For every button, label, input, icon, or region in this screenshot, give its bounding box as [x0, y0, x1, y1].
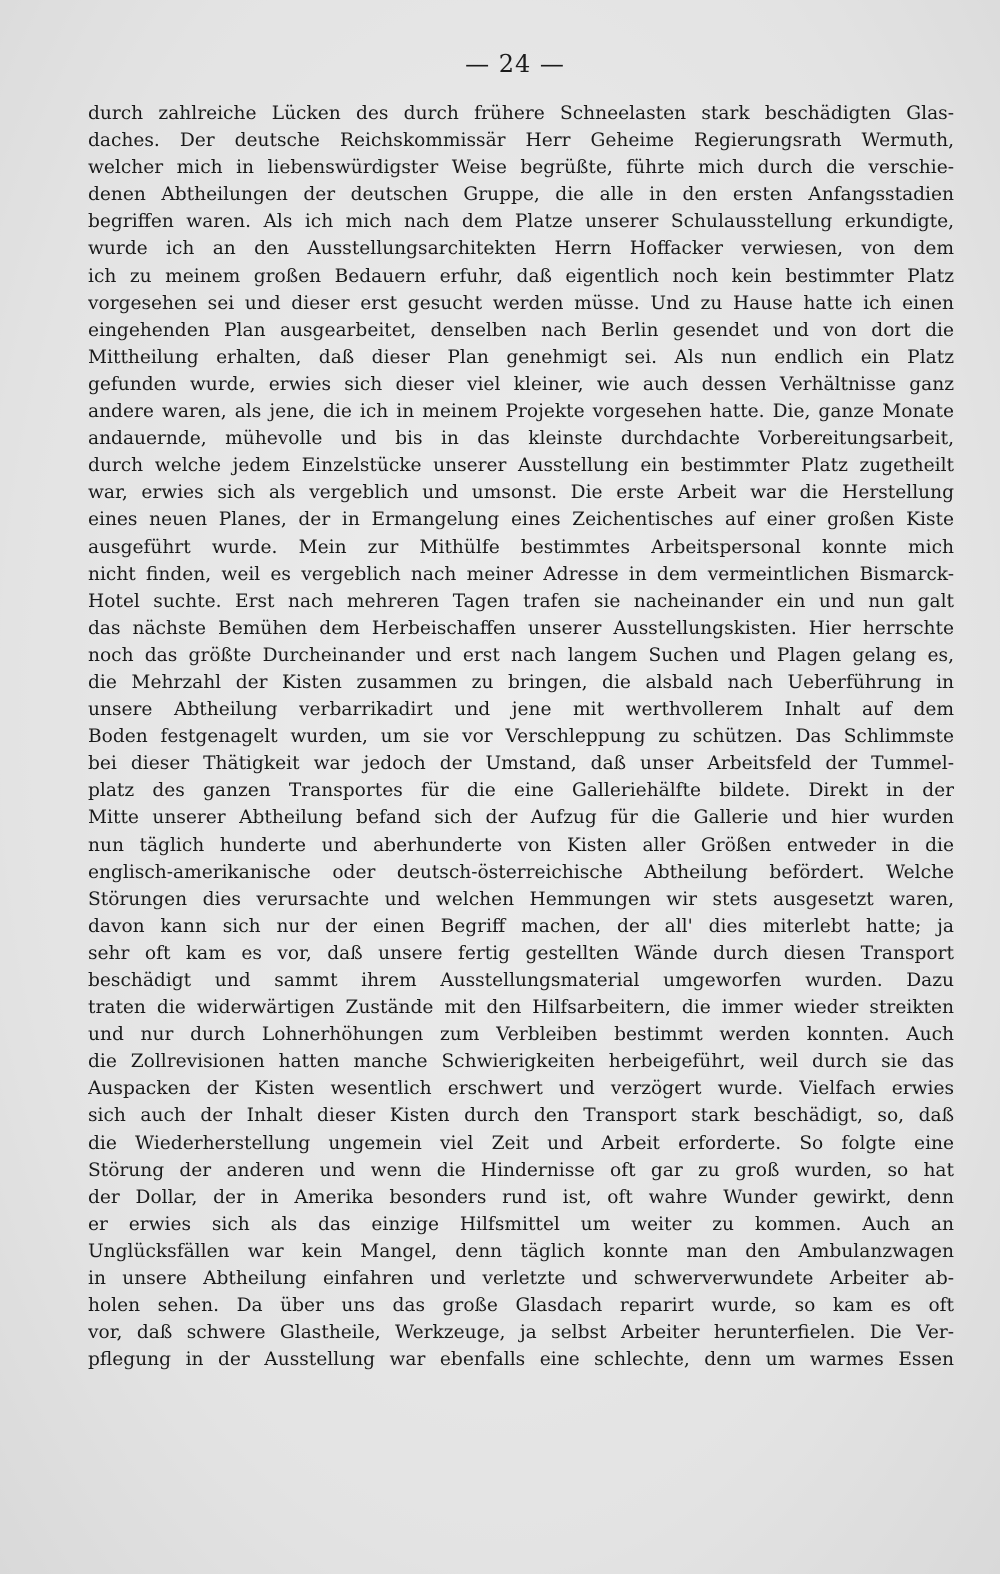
text-line: wurde ich an den Ausstellungsarchitekten Herrn Hoffacker verwiesen, von dem — [88, 238, 954, 260]
text-line: in unsere Abtheilung einfahren und verletzte und schwerverwundete Arbeiter ab- — [88, 1268, 954, 1290]
body-text — [88, 100, 954, 1373]
text-line: durch welche jedem Einzelstücke unserer Ausstellung ein bestimmter Platz zugetheilt — [88, 455, 954, 477]
text-line: die Zollrevisionen hatten manche Schwierigkeiten herbeigeführt, weil durch sie das — [88, 1051, 954, 1073]
text-line: denen Abtheilungen der deutschen Gruppe, die alle in den ersten Anfangsstadien — [88, 184, 954, 206]
text-line: nun täglich hunderte und aberhunderte von Kisten aller Größen entweder in die — [88, 834, 954, 856]
text-line: war, erwies sich als vergeblich und umsonst. Die erste Arbeit war die Herstellung — [88, 482, 954, 504]
text-line: bei dieser Thätigkeit war jedoch der Umstand, daß unser Arbeitsfeld der Tummel- — [88, 753, 954, 775]
text-line: nicht finden, weil es vergeblich nach meiner Adresse in dem vermeintlichen Bismarck- — [88, 563, 954, 585]
text-line: begriffen waren. Als ich mich nach dem Platze unserer Schulausstellung erkundigte, — [88, 211, 954, 233]
text-line: das nächste Bemühen dem Herbeischaffen unserer Ausstellungskisten. Hier herrschte — [88, 617, 954, 639]
text-line: englisch-amerikanische oder deutsch-österreichische Abtheilung befördert. Welche — [88, 861, 954, 883]
text-line: Hotel suchte. Erst nach mehreren Tagen trafen sie nacheinander ein und nun galt — [88, 590, 954, 612]
text-line: platz des ganzen Transportes für die eine Galleriehälfte bildete. Direkt in der — [88, 780, 954, 802]
text-line: traten die widerwärtigen Zustände mit den Hilfsarbeitern, die immer wieder streikten — [88, 997, 954, 1019]
text-line: Mitte unserer Abtheilung befand sich der Aufzug für die Gallerie und hier wurden — [88, 807, 954, 829]
text-line: die Wiederherstellung ungemein viel Zeit und Arbeit erforderte. So folgte eine — [88, 1132, 954, 1154]
text-line: unsere Abtheilung verbarrikadirt und jene mit werthvollerem Inhalt auf dem — [88, 699, 954, 721]
text-line: welcher mich in liebenswürdigster Weise begrüßte, führte mich durch die verschie- — [88, 157, 954, 179]
text-line: pflegung in der Ausstellung war ebenfalls eine schlechte, denn um warmes Essen — [88, 1349, 954, 1371]
text-line: Störung der anderen und wenn die Hindernisse oft gar zu groß wurden, so hat — [88, 1159, 954, 1181]
text-line: er erwies sich als das einzige Hilfsmittel um weiter zu kommen. Auch an — [88, 1213, 954, 1235]
text-line: ausgeführt wurde. Mein zur Mithülfe bestimmtes Arbeitspersonal konnte mich — [88, 536, 954, 558]
text-line: ich zu meinem großen Bedauern erfuhr, daß eigentlich noch kein bestimmter Platz — [88, 265, 954, 287]
text-line: daches. Der deutsche Reichskommissär Herr Geheime Regierungsrath Wermuth, — [88, 130, 954, 152]
text-line: vorgesehen sei und dieser erst gesucht werden müsse. Und zu Hause hatte ich einen — [88, 292, 954, 314]
text-line: Boden festgenagelt wurden, um sie vor Verschleppung zu schützen. Das Schlimmste — [88, 726, 954, 748]
text-line: und nur durch Lohnerhöhungen zum Verbleiben bestimmt werden konnten. Auch — [88, 1024, 954, 1046]
text-line: andauernde, mühevolle und bis in das kleinste durchdachte Vorbereitungsarbeit, — [88, 428, 954, 450]
text-line: durch zahlreiche Lücken des durch frühere Schneelasten stark beschädigten Glas- — [88, 103, 954, 124]
text-line: holen sehen. Da über uns das große Glasdach reparirt wurde, so kam es oft — [88, 1295, 954, 1317]
text-line: sich auch der Inhalt dieser Kisten durch den Transport stark beschädigt, so, daß — [88, 1105, 954, 1127]
text-line: Unglücksfällen war kein Mangel, denn täglich konnte man den Ambulanzwagen — [88, 1240, 954, 1262]
text-line: Auspacken der Kisten wesentlich erschwert und verzögert wurde. Vielfach erwies — [88, 1078, 954, 1100]
text-line: andere waren, als jene, die ich in meinem Projekte vorgesehen hatte. Die, ganze Monate — [88, 401, 954, 423]
text-line: gefunden wurde, erwies sich dieser viel kleiner, wie auch dessen Verhältnisse ganz — [88, 373, 954, 395]
text-line: eingehenden Plan ausgearbeitet, denselben nach Berlin gesendet und von dort die — [88, 319, 954, 341]
text-line: sehr oft kam es vor, daß unsere fertig gestellten Wände durch diesen Transport — [88, 942, 954, 964]
text-line: vor, daß schwere Glastheile, Werkzeuge, ja selbst Arbeiter herunterfielen. Die Ver- — [88, 1322, 954, 1344]
text-line: der Dollar, der in Amerika besonders rund ist, oft wahre Wunder gewirkt, denn — [88, 1186, 954, 1208]
text-line: die Mehrzahl der Kisten zusammen zu bringen, die alsbald nach Ueberführung in — [88, 671, 954, 693]
text-line: eines neuen Planes, der in Ermangelung eines Zeichentisches auf einer großen Kiste — [88, 509, 954, 531]
text-line: Störungen dies verursachte und welchen Hemmungen wir stets ausgesetzt waren, — [88, 888, 954, 910]
text-line: noch das größte Durcheinander und erst nach langem Suchen und Plagen gelang es, — [88, 644, 954, 666]
text-line: beschädigt und sammt ihrem Ausstellungsmaterial umgeworfen wurden. Dazu — [88, 970, 954, 991]
text-line: Mittheilung erhalten, daß dieser Plan genehmigt sei. Als nun endlich ein Platz — [88, 346, 954, 368]
page-number: — 24 — — [465, 50, 565, 78]
text-line: davon kann sich nur der einen Begriff machen, der all' dies miterlebt hatte; ja — [88, 915, 954, 937]
